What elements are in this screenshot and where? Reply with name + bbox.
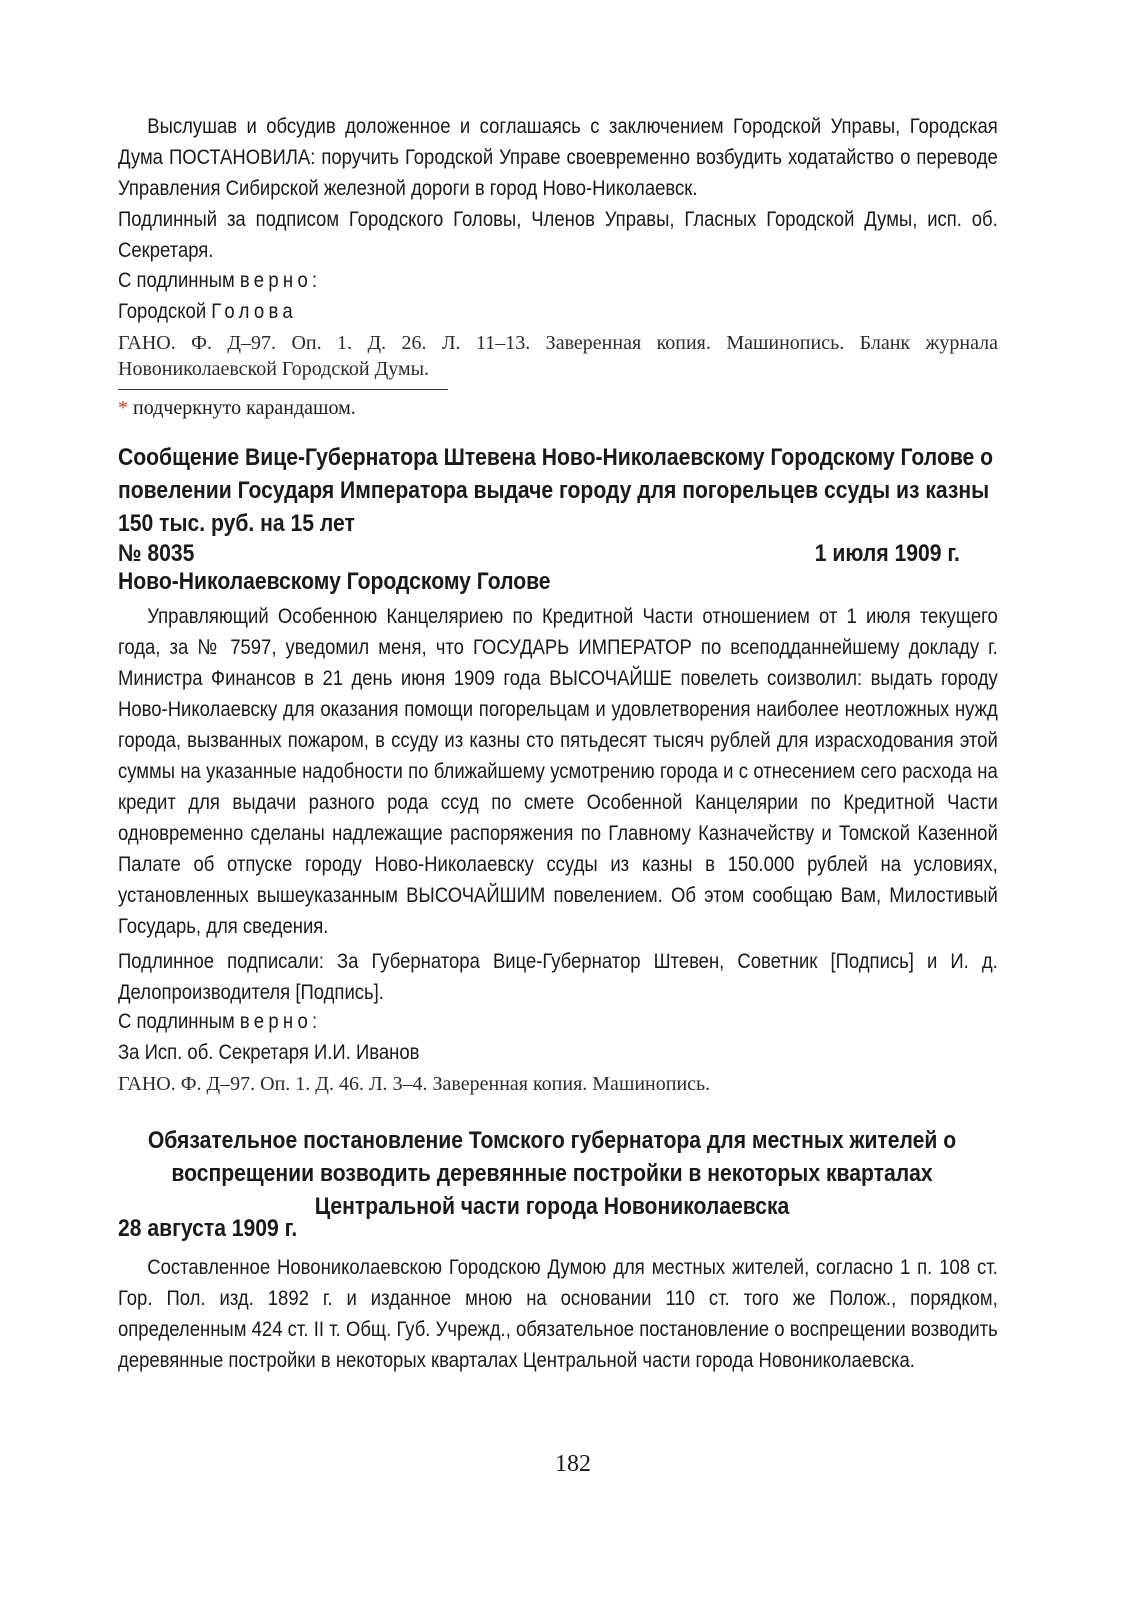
mayor-line [118,296,998,327]
mayor-spaced-word: Голова [211,299,297,323]
footnote-text: подчеркнуто карандашом. [128,397,356,419]
certification-spaced-word: верно [239,268,313,292]
secretary-line: За Исп. об. Секретаря И.И. Иванов [118,1040,420,1064]
certification-prefix: С подлинным [118,268,240,292]
footnote-divider [118,389,448,390]
certification-prefix-2: С подлинным [118,1009,240,1033]
document-date: 1 июля 1909 г. [814,540,960,567]
certification-suffix: : [312,268,318,292]
document-number: № 8035 [118,540,195,567]
heading-2-date: 28 августа 1909 г. [118,1215,298,1242]
page-number: 182 [555,1451,591,1477]
mayor-prefix: Городской [118,299,212,323]
section-heading-1: Сообщение Вице-Губернатора Штевена Ново-Николаевскому Городскому Голове о повелении Государя Императора выдаче городу для погорельцев ссуды из казны 150 тыс. руб. на 15 лет [118,444,994,537]
archive-source-1: ГАНО. Ф. Д–97. Оп. 1. Д. 26. Л. 11–13. Заверенная копия. Машинопись. Бланк журнала Новониколаевской Городской Думы. [118,332,998,380]
paragraph-signatures: Подлинный за подписом Городского Головы, Членов Управы, Гласных Городской Думы, исп. об. Секретаря. [118,207,998,262]
paragraph-resolution: Выслушав и обсудив доложенное и соглашаясь с заключением Городской Управы, Городская Дума ПОСТАНОВИЛА: поручить Городской Управе своевременно возбудить ходатайство о переводе Управления Сибирской железной дороги в город Ново-Николаевск. [118,114,998,200]
paragraph-decree-notice: Управляющий Особенною Канцеляриею по Кредитной Части отношением от 1 июля текущего года, за № 7597, уведомил меня, что ГОСУДАРЬ ИМПЕРАТОР по всеподданнейшему докладу г. Министра Финансов в 21 день июня 1909 года ВЫСОЧАЙШЕ повелеть соизволил: выдать городу Ново-Николаевску для оказания помощи погорельцам и удовлетворения наиболее неотложных нужд города, вызванных пожаром, в ссуду из казны сто пятьдесят тысяч рублей для израсходования этой суммы на указанные надобности по ближайшему усмотрению города и с отнесением сего расхода на кредит для выдачи разного рода ссуд по смете Особенной Канцелярии по Кредитной Части одновременно сделаны надлежащие распоряжения по Главному Казначейству и Томской Казенной Палате об отпуске городу Ново-Николаевску ссуды из казны в 150.000 рублей на условиях, установленных вышеуказанным ВЫСОЧАЙШИМ повелением. Об этом сообщаю Вам, Милостивый Государь, для сведения. [118,604,998,938]
archive-source-2: ГАНО. Ф. Д–97. Оп. 1. Д. 46. Л. 3–4. Заверенная копия. Машинопись. [118,1073,711,1095]
certification-line-2 [118,1006,998,1037]
certification-suffix-2: : [312,1009,318,1033]
certification-line [118,265,998,296]
footnote [118,395,998,421]
paragraph-regulation: Составленное Новониколаевскою Городскою Думою для местных жителей, согласно 1 п. 108 ст. Гор. Пол. изд. 1892 г. и изданное мною на основании 110 ст. того же Полож., порядком, определенным 424 ст. II т. Общ. Губ. Учрежд., обязательное постановление о воспрещении возводить деревянные постройки в некоторых кварталах Центральной части города Новониколаевска. [118,1255,998,1372]
paragraph-signed-by: Подлинное подписали: За Губернатора Вице-Губернатор Штевен, Советник [Подпись] и И. д. Делопроизводителя [Подпись]. [118,949,998,1004]
certification-spaced-word-2: верно [239,1009,313,1033]
footnote-mark: * [118,397,128,419]
section-heading-2: Обязательное постановление Томского губернатора для местных жителей о воспрещении возводить деревянные постройки в некоторых кварталах Центральной части города Новониколаевска [147,1127,957,1220]
addressee: Ново-Николаевскому Городскому Голове [118,568,551,595]
